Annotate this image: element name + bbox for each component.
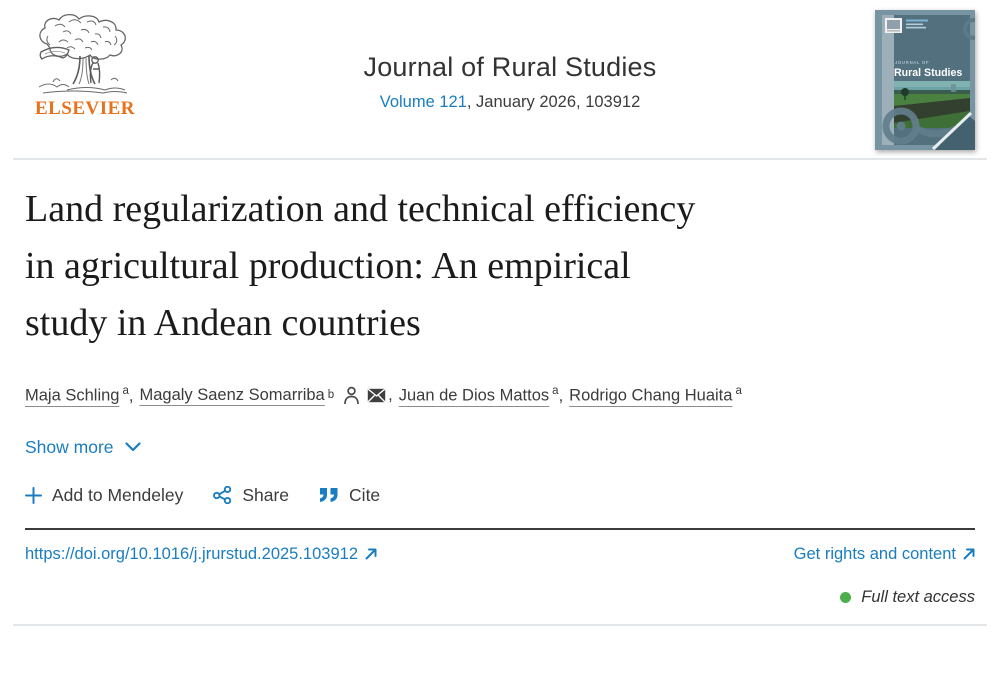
show-more-label: Show more xyxy=(25,436,114,457)
article-title-line2: in agricultural production: An empirical xyxy=(25,245,631,287)
author-item xyxy=(139,386,398,405)
cite-button[interactable] xyxy=(319,485,380,506)
section-divider xyxy=(13,624,987,626)
article-toolbar xyxy=(25,485,975,506)
external-link-icon xyxy=(963,548,975,560)
author-link[interactable]: Rodrigo Chang Huaita xyxy=(569,386,733,405)
doi-text: https://doi.org/10.1016/j.jrurstud.2025.103912 xyxy=(25,544,358,563)
journal-info xyxy=(145,12,875,112)
journal-issue-line xyxy=(145,93,875,112)
cite-label: Cite xyxy=(349,484,381,505)
article-title-line1: Land regularization and technical efficiency xyxy=(25,188,696,230)
doi-rights-row xyxy=(25,545,975,564)
author-item xyxy=(399,385,569,406)
journal-banner xyxy=(25,0,975,158)
full-text-access-label: Full text access xyxy=(861,587,975,606)
header-divider xyxy=(13,158,987,160)
author-list xyxy=(25,385,975,406)
elsevier-wordmark: ELSEVIER xyxy=(34,98,136,119)
volume-link[interactable]: Volume 121 xyxy=(379,93,467,111)
author-item xyxy=(25,385,139,406)
chevron-down-icon xyxy=(125,442,141,452)
external-link-icon xyxy=(365,548,377,560)
article-title-line3: study in Andean countries xyxy=(25,302,421,344)
get-rights-link[interactable] xyxy=(794,545,975,564)
email-envelope-icon xyxy=(367,388,386,403)
share-label: Share xyxy=(242,484,290,505)
share-icon xyxy=(213,486,232,504)
add-to-mendeley-label: Add to Mendeley xyxy=(52,484,184,505)
author-affiliation-sup: b xyxy=(327,389,335,402)
elsevier-logo[interactable] xyxy=(25,12,145,120)
cover-title: Rural Studies xyxy=(894,67,963,79)
share-button[interactable] xyxy=(213,485,289,506)
doi-link[interactable] xyxy=(25,545,377,564)
author-separator: , xyxy=(128,386,134,405)
toolbar-divider xyxy=(25,528,975,530)
author-separator: , xyxy=(558,386,564,405)
get-rights-text: Get rights and content xyxy=(793,544,956,563)
journal-title-link[interactable]: Journal of Rural Studies xyxy=(363,52,657,82)
cite-quote-icon xyxy=(319,487,339,503)
person-icon xyxy=(343,386,360,405)
access-status-row xyxy=(25,588,975,607)
elsevier-tree-icon xyxy=(33,14,137,96)
author-link[interactable]: Maja Schling xyxy=(25,386,120,405)
show-more-button[interactable] xyxy=(25,437,141,458)
issue-details: , January 2026, 103912 xyxy=(466,93,641,111)
author-link[interactable]: Juan de Dios Mattos xyxy=(398,386,550,405)
author-separator: , xyxy=(388,385,393,404)
author-affiliation-sup: a xyxy=(735,385,742,397)
article-title xyxy=(25,181,975,352)
author-affiliation-sup: a xyxy=(122,385,129,397)
add-to-mendeley-button[interactable] xyxy=(25,485,183,506)
author-item xyxy=(569,385,742,406)
journal-cover-thumbnail[interactable] xyxy=(875,10,975,150)
author-affiliation-sup: a xyxy=(552,385,559,397)
cover-landscape-photo xyxy=(894,81,970,128)
corresponding-author-icons xyxy=(343,386,386,405)
plus-icon xyxy=(25,487,42,504)
author-link[interactable]: Magaly Saenz Somarriba xyxy=(139,385,325,404)
full-text-access-dot-icon xyxy=(840,592,851,603)
cover-kicker: JOURNAL OF xyxy=(895,60,930,65)
